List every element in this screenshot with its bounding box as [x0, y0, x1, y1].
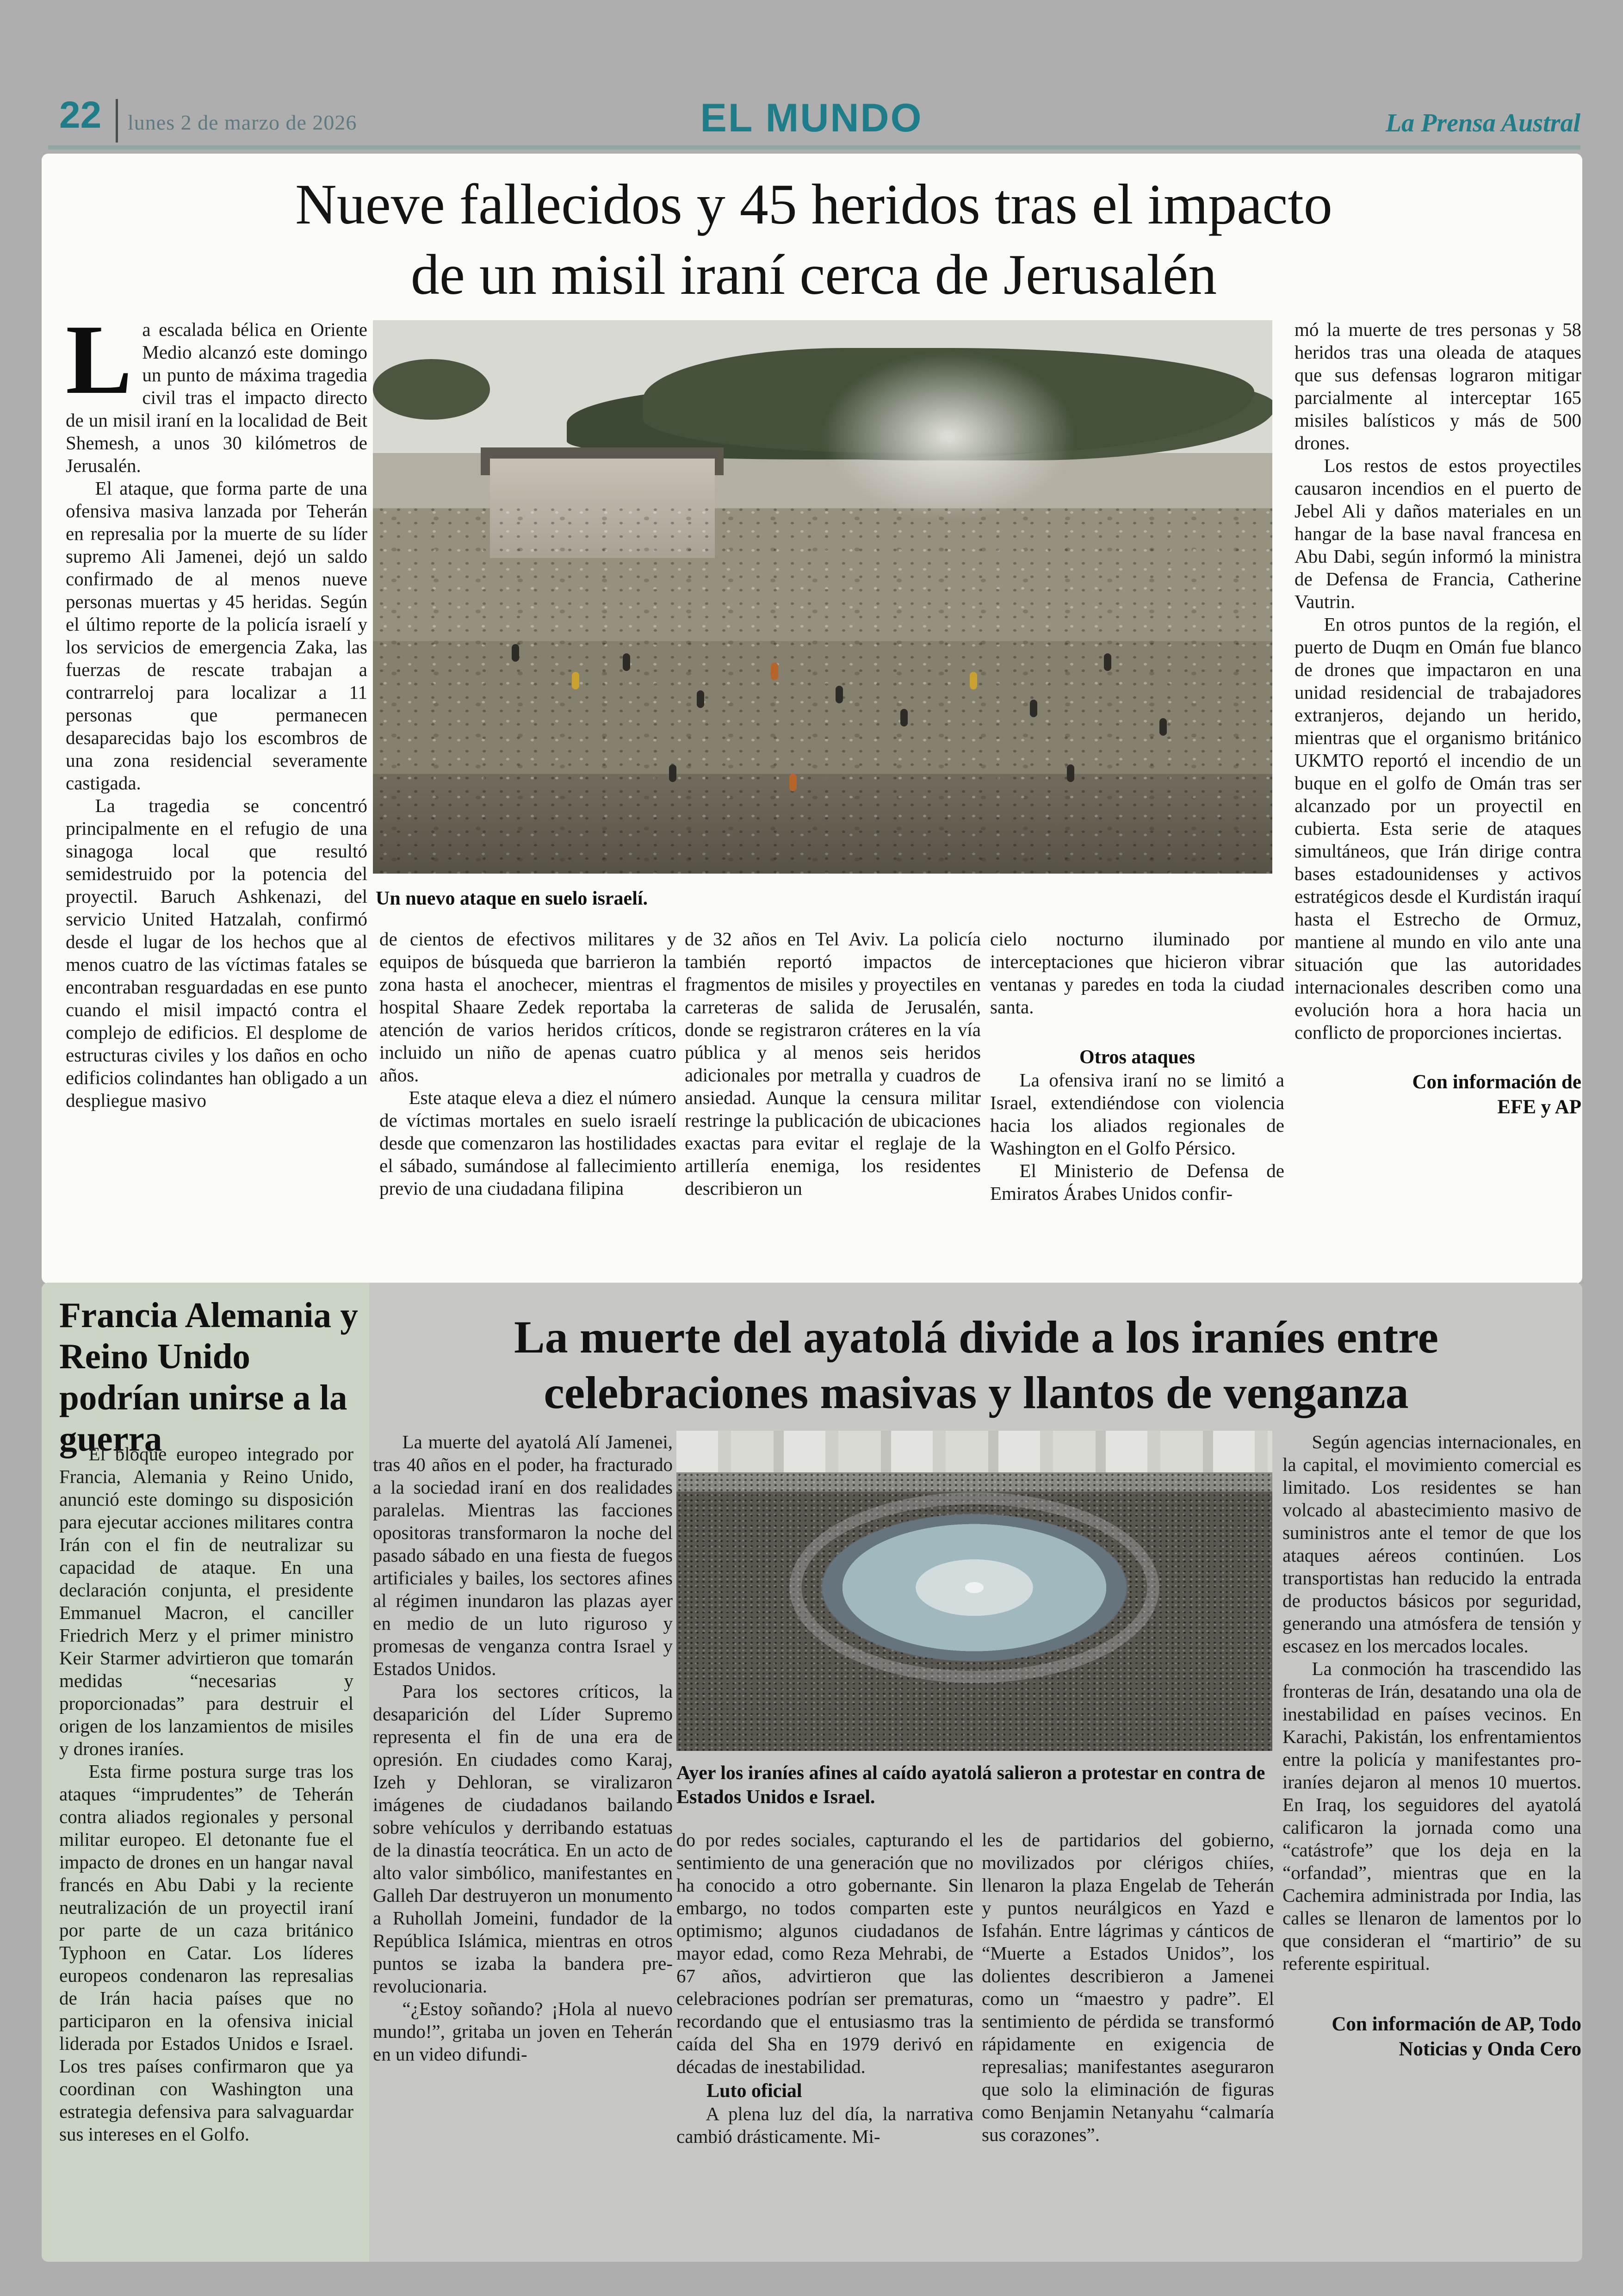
- paragraph: de 32 años en Tel Aviv. La policía también reportó impactos de fragmentos de misiles y proyectiles en carreteras de salida de Jerusalén, donde se registraron cráteres en la vía pública y al menos seis heridos adicionales por metralla y cuadros de ansiedad. Aunque la censura militar restringe la publicación de ubicaciones exactas para evitar el reglaje de la artillería enemiga, los residentes describieron un: [685, 928, 981, 1199]
- article1-column4: [990, 928, 1284, 1205]
- article1-column1: [66, 304, 367, 1112]
- paragraph: mó la muerte de tres personas y 58 heridos tras una oleada de ataques que sus defensas lograron mitigar parcialmente al interceptar 165 misiles balísticos y más de 500 drones.: [1295, 319, 1581, 453]
- newspaper-brand: La Prensa Austral: [1385, 109, 1580, 137]
- header-rule: [48, 145, 1580, 149]
- rescuer-figure: [623, 653, 630, 671]
- rescuer-figure: [836, 686, 843, 703]
- page-number: 22: [59, 94, 102, 136]
- paragraph: Esta firme postura surge tras los ataques “imprudentes” de Teherán contra aliados regionales y personal militar europeo. El detonante fue el impacto de drones en un hangar naval francés en Abu Dabi y la reciente neutralización de un proyectil iraní por parte de un caza británico Typhoon en Catar. Los líderes europeos condenaron las represalias de Irán hacia países que no participaron en la ofensiva inicial liderada por Estados Unidos e Israel. Los tres países confirmaron que ya coordinan con Washington una estrategia defensiva para salvaguardar sus intereses en el Golfo.: [59, 1761, 353, 2145]
- rescuer-figure: [697, 690, 704, 708]
- paragraph: de cientos de efectivos militares y equipos de búsqueda que barrieron la zona hasta el anochecer, mientras el hospital Shaare Zedek reportaba la atención de varios heridos críticos, incluido un niño de apenas cuatro años.: [379, 928, 676, 1086]
- paragraph: Para los sectores críticos, la desaparición del Líder Supremo representa el fin de una era de opresión. En ciudades como Karaj, Izeh y Dehloran, se viralizaron imágenes de ciudadanos bailando sobre vehículos y derribando estatuas de la dinastía teocrática. En un acto de alto valor simbólico, manifestantes en Galleh Dar destruyeron un monumento a Ruhollah Jomeini, fundador de la República Islámica, mientras en otros puntos se izaba la bandera pre-revolucionaria.: [373, 1681, 673, 1997]
- rescuer-figure: [1030, 700, 1037, 717]
- rescuer-figure: [1067, 764, 1074, 782]
- article1-column5: [1295, 318, 1581, 1120]
- article1-headline-line2: de un misil iraní cerca de Jerusalén: [410, 243, 1217, 306]
- article1-column2: [379, 928, 676, 1200]
- sidebar-body: [59, 1443, 353, 2146]
- date-line: lunes 2 de marzo de 2026: [128, 111, 357, 134]
- paragraph: La ofensiva iraní no se limitó a Israel, extendiéndose con violencia hacia los aliados regionales de Washington en el Golfo Pérsico.: [990, 1069, 1284, 1159]
- article2-headline: [370, 1309, 1582, 1421]
- smoke-plume: [823, 354, 1074, 520]
- paragraph: En otros puntos de la región, el puerto de Duqm en Omán fue blanco de drones que impactaron en una unidad residencial de trabajadores extranjeros, dejando un herido, mientras que el organismo británico UKMTO reportó el incendio de un buque en el golfo de Omán tras ser alcanzado por un proyectil en cubierta. Esta serie de ataques simultáneos, que Irán dirige contra bases estadounidenses y activos estratégicos desde el Kurdistán iraquí hasta el Estrecho de Ormuz, mantiene al mundo en vilo ante una situación que las autoridades internacionales describen como una evolución hora a hora hacia un conflicto de proporciones inciertas.: [1295, 614, 1581, 1043]
- section-title: EL MUNDO: [700, 96, 923, 140]
- paragraph: Según agencias internacionales, en la capital, el movimiento comercial es limitado. Los residentes se han volcado al abastecimiento masivo de suministros ante el temor de que los ataques aéreos continúen. Los transportistas han reducido la entrada de productos básicos por seguridad, generando una atmósfera de tensión y escasez en los mercados locales.: [1282, 1431, 1581, 1657]
- rescuer-figure: [1159, 718, 1167, 736]
- paragraph: La tragedia se concentró principalmente en el refugio de una sinagoga local que resultó semidestruido por la potencia del proyectil. Baruch Ashkenazi, del servicio United Hatzalah, confirmó desde el lugar de los hechos que al menos cuatro de las víctimas fatales se encontraban resguardadas en ese punto cuando el misil impactó contra el complejo de edificios. El desplome de estructuras civiles y los daños en ocho edificios colindantes han obligado a un despliegue masivo: [66, 795, 367, 1111]
- article1-photo-caption: Un nuevo ataque en suelo israelí.: [376, 888, 648, 909]
- article1-photo: [373, 320, 1272, 874]
- paragraph: La conmoción ha trascendido las fronteras de Irán, desatando una ola de inestabilidad en países vecinos. En Karachi, Pakistán, los enfrentamientos entre la policía y manifestantes pro-iraníes dejaron al menos 10 muertos. En Iraq, los seguidores del ayatolá calificaron la jornada como una “catástrofe” que los deja en la “orfandad”, mientras que en la Cachemira administrada por India, las calles se llenaron de lamentos por lo que consideran el “martirio” de su referente espiritual.: [1282, 1658, 1581, 1974]
- rescuer-figure: [669, 764, 676, 782]
- paragraph: do por redes sociales, capturando el sentimiento de una generación que no ha conocido a otro gobernante. Sin embargo, no todos comparten este optimismo; algunos ciudadanos de mayor edad, como Reza Mehrabi, de 67 años, advirtieron que las celebraciones podrían ser prematuras, recordando que el entusiasmo tras la caída del Sha en 1979 derivó en décadas de inestabilidad.: [676, 1829, 973, 2077]
- ground-shadow: [373, 785, 1272, 874]
- paragraph: Este ataque eleva a diez el número de víctimas mortales en suelo israelí desde que comenzaron las hostilidades el sábado, sumándose al fallecimiento previo de una ciudadana filipina: [379, 1087, 676, 1199]
- article2-byline: Con información de AP, Todo Noticias y Onda Cero: [1332, 2013, 1581, 2060]
- paragraph: Los restos de estos proyectiles causaron incendios en el puerto de Jebel Ali y daños materiales en un hangar de la base naval francesa en Abu Dabi, según informó la ministra de Defensa de Francia, Catherine Vautrin.: [1295, 455, 1581, 612]
- article1-headline: [136, 169, 1492, 310]
- rescuer-figure: [900, 709, 908, 726]
- article2-photo-caption: Ayer los iraníes afines al caído ayatolá salieron a protestar en contra de Estados Unidos e Israel.: [676, 1762, 1265, 1808]
- paragraph: El bloque europeo integrado por Francia, Alemania y Reino Unido, anunció este domingo su disposición para ejecutar acciones militares contra Irán con el fin de neutralizar su capacidad de ataque. En una declaración conjunta, el presidente Emmanuel Macron, el canciller Friedrich Merz y el primer ministro Keir Starmer advirtieron que tomarán medidas “necesarias y proporcionadas” para destruir el origen de los lanzamientos de misiles y drones iraníes.: [59, 1443, 353, 1759]
- city-buildings: [676, 1431, 1272, 1472]
- header-divider: [116, 99, 118, 143]
- paragraph: El ataque, que forma parte de una ofensiva masiva lanzada por Teherán en represalia por la muerte de su líder supremo Ali Jamenei, dejó un saldo confirmado de al menos nueve personas muertas y 45 heridas. Según el último reporte de la policía israelí y los servicios de emergencia Zaka, las fuerzas de rescate trabajan a contrarreloj para localizar a 11 personas que permanecen desaparecidas bajo los escombros de una zona residencial severamente castigada.: [66, 478, 367, 794]
- sidebar-title: Francia Alemania y Reino Unido podrían unirse a la guerra: [59, 1295, 358, 1458]
- article2-subhead: Luto oficial: [706, 2080, 802, 2102]
- paragraph: les de partidarios del gobierno, movilizados por clérigos chiíes, llenaron la plaza Engelab de Teherán y puntos neurálgicos en Yazd e Isfahán. Entre lágrimas y cánticos de “Muerte a Estados Unidos”, los dolientes describieron a Jamenei como un “maestro y padre”. El sentimiento de pérdida se transformó rápidamente en exigencia de represalias; manifestantes aseguraron que solo la eliminación de figuras como Benjamin Netanyahu “calmaría sus corazones”.: [982, 1829, 1274, 2145]
- rescuer-figure: [771, 663, 778, 680]
- drop-cap: L: [66, 304, 132, 415]
- article1-headline-line1: Nueve fallecidos y 45 heridos tras el impacto: [295, 173, 1332, 236]
- paragraph: [66, 304, 367, 477]
- article2-column2: [676, 1829, 973, 2148]
- treeline-left: [373, 359, 490, 420]
- rescuer-figure: [572, 672, 579, 689]
- rescuer-figure: [1104, 653, 1111, 671]
- rescuer-figure: [789, 774, 797, 791]
- rescuer-figure: [970, 672, 977, 689]
- paragraph: “¿Estoy soñando? ¡Hola al nuevo mundo!”, gritaba un joven en Teherán en un video difundi-: [373, 1998, 673, 2065]
- fountain-center: [965, 1582, 984, 1593]
- paragraph-text: a escalada bélica en Oriente Medio alcanzó este domingo un punto de máxima tragedia civil tras el impacto directo de un misil iraní en la localidad de Beit Shemesh, a unos 30 kilómetros de Jerusalén.: [66, 319, 367, 476]
- article2-photo: [676, 1431, 1272, 1751]
- paragraph: La muerte del ayatolá Alí Jamenei, tras 40 años en el poder, ha fracturado a la sociedad iraní en dos realidades paralelas. Mientras las facciones opositoras transformaron la noche del pasado sábado en una fiesta de fuegos artificiales y bailes, los sectores afines al régimen inundaron las plazas ayer en medio de un luto riguroso y promesas de venganza contra Israel y Estados Unidos.: [373, 1431, 673, 1679]
- article2-column1: [373, 1431, 673, 2066]
- rescuer-figure: [512, 644, 519, 662]
- article1-subhead: Otros ataques: [1079, 1047, 1196, 1068]
- article1-byline: Con información de EFE y AP: [1412, 1071, 1581, 1118]
- article2-headline-line2: celebraciones masivas y llantos de venganza: [544, 1367, 1409, 1418]
- paragraph: A plena luz del día, la narrativa cambió drásticamente. Mi-: [676, 2103, 973, 2147]
- article2-column3: [982, 1829, 1274, 2146]
- article2-headline-line1: La muerte del ayatolá divide a los iraníes entre: [514, 1311, 1438, 1363]
- article2-column4: [1282, 1431, 1581, 2062]
- paragraph: El Ministerio de Defensa de Emiratos Árabes Unidos confir-: [990, 1160, 1284, 1204]
- article1-column3: [685, 928, 981, 1200]
- paragraph: cielo nocturno iluminado por interceptaciones que hicieron vibrar ventanas y paredes en toda la ciudad santa.: [990, 928, 1284, 1018]
